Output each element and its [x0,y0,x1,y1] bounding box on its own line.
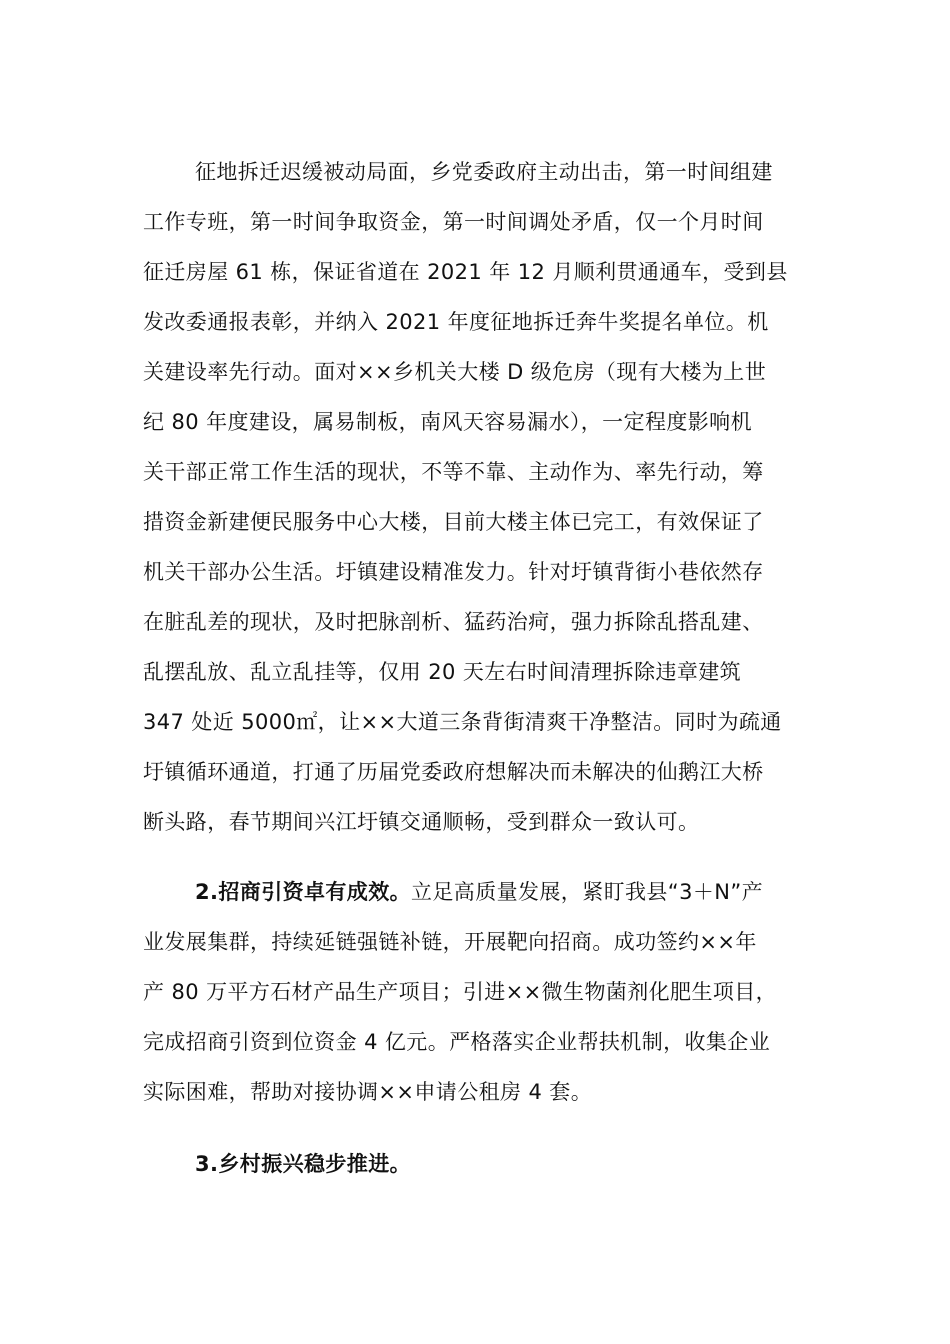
paragraph1-line-14: 断头路，春节期间兴江圩镇交通顺畅，受到群众一致认可。 [143,810,700,834]
paragraph2-line-5: 实际困难，帮助对接协调××申请公租房 4 套。 [143,1080,593,1104]
paragraph1-line-11: 乱摆乱放、乱立乱挂等，仅用 20 天左右时间清理拆除违章建筑 [143,660,742,684]
paragraph1-line-8: 措资金新建便民服务中心大楼，目前大楼主体已完工，有效保证了 [143,510,764,534]
paragraph2-first-line-text: 立足高质量发展，紧盯我县“3＋N”产 [411,880,764,904]
paragraph2-line-2: 业发展集群，持续延链强链补链，开展靶向招商。成功签约××年 [143,930,757,954]
paragraph1-line-7: 关干部正常工作生活的现状，不等不靠、主动作为、率先行动，筹 [143,460,764,484]
paragraph1-line-10: 在脏乱差的现状，及时把脉剖析、猛药治疴，强力拆除乱搭乱建、 [143,610,764,634]
paragraph1-line-1: 征地拆迁迟缓被动局面，乡党委政府主动出击，第一时间组建 [195,160,773,184]
section-heading-3: 3.乡村振兴稳步推进。 [195,1152,411,1176]
paragraph1-line-13: 圩镇循环通道，打通了历届党委政府想解决而未解决的仙鹅江大桥 [143,760,764,784]
paragraph1-line-2: 工作专班，第一时间争取资金，第一时间调处矛盾，仅一个月时间 [143,210,764,234]
paragraph1-line-4: 发改委通报表彰，并纳入 2021 年度征地拆迁奔牛奖提名单位。机 [143,310,769,334]
paragraph2-line-4: 完成招商引资到位资金 4 亿元。严格落实企业帮扶机制，收集企业 [143,1030,771,1054]
section-heading-2: 2.招商引资卓有成效。 [195,880,411,904]
paragraph1-line-9: 机关干部办公生活。圩镇建设精准发力。针对圩镇背街小巷依然存 [143,560,764,584]
paragraph2-line-3: 产 80 万平方石材产品生产项目；引进××微生物菌剂化肥生项目， [143,980,778,1004]
paragraph1-line-6: 纪 80 年度建设，属易制板，南风天容易漏水），一定程度影响机 [143,410,752,434]
paragraph2-line-1 [195,877,763,907]
paragraph1-line-3: 征迁房屋 61 栋，保证省道在 2021 年 12 月顺利贯通通车，受到县 [143,260,788,284]
paragraph1-line-12: 347 处近 5000㎡，让××大道三条背街清爽干净整洁。同时为疏通 [143,710,782,734]
paragraph1-line-5: 关建设率先行动。面对××乡机关大楼 D 级危房（现有大楼为上世 [143,360,767,384]
